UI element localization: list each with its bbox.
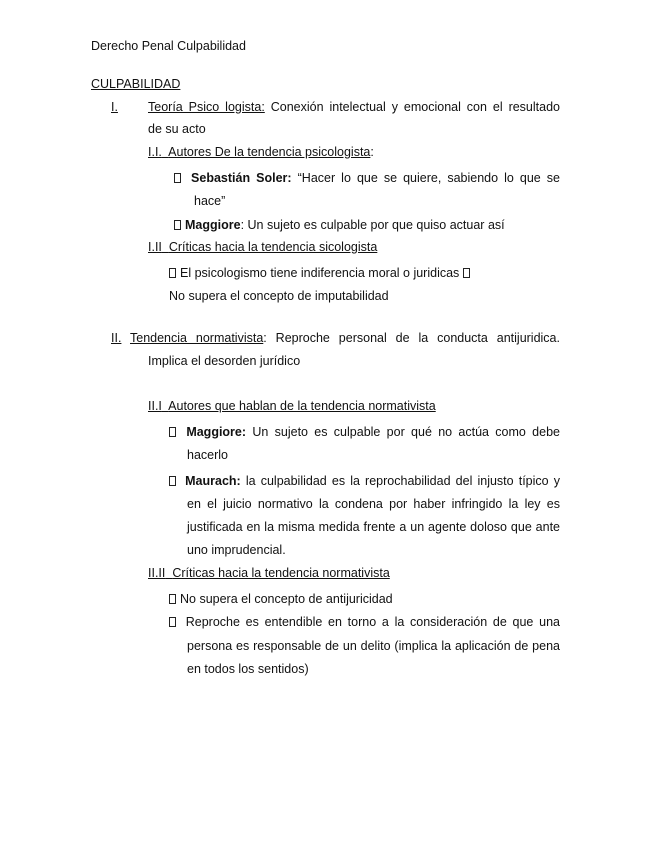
subsection-2-1-heading — [148, 398, 436, 414]
s2-author-maurach — [169, 473, 560, 489]
bullet-box-icon — [169, 427, 176, 437]
s2-critique-2-text2: persona es responsable de un delito (implica la aplicación de pena — [187, 639, 560, 653]
s2-critique-2-text3: en todos los sentidos) — [187, 662, 309, 676]
section-2-numeral: II. — [111, 331, 122, 345]
bullet-box-icon — [174, 173, 181, 183]
section-1-desc2: de su acto — [148, 122, 206, 136]
subsection-2-1-title: Autores que hablan de la tendencia normativista — [168, 399, 436, 413]
s1-author-maggiore — [174, 217, 505, 233]
section-1-line1 — [148, 99, 560, 115]
subsection-2-1-number: II.I — [148, 399, 162, 413]
s1-soler-name: Sebastián Soler: — [191, 171, 292, 185]
subsection-1-1-suffix: : — [370, 145, 374, 159]
subsection-1-1-number: I.I. — [148, 145, 162, 159]
subsection-2-2-number: II.II — [148, 566, 166, 580]
bullet-box-icon — [169, 617, 176, 627]
bullet-box-icon — [169, 476, 176, 486]
bullet-box-icon — [174, 220, 181, 230]
s1-soler-text2: hace” — [194, 194, 226, 208]
s1-maggiore-name: Maggiore — [185, 218, 241, 232]
s2-critique-1 — [169, 591, 393, 607]
s1-author-soler — [174, 170, 560, 186]
s2-maurach-name: Maurach: — [185, 474, 241, 488]
section-title: CULPABILIDAD — [91, 77, 181, 91]
section-1-desc1: Conexión intelectual y emocional con el resultado — [270, 100, 560, 114]
s2-maggiore-text2: hacerlo — [187, 448, 228, 462]
s2-maggiore-name: Maggiore: — [186, 425, 247, 439]
s2-critique-2 — [169, 614, 560, 630]
bullet-box-icon — [463, 268, 470, 278]
subsection-1-1-title: Autores De la tendencia psicologista — [168, 145, 371, 159]
s2-critique-2-text1: Reproche es entendible en torno a la consideración de que una — [185, 615, 560, 629]
section-2-desc2: Implica el desorden jurídico — [148, 354, 301, 368]
s1-critique-2: No supera el concepto de imputabilidad — [169, 289, 389, 303]
s1-maggiore-text: : Un sujeto es culpable por que quiso actuar así — [240, 218, 505, 232]
subsection-1-2-number: I.II — [148, 240, 162, 254]
subsection-1-2-title: Críticas hacia la tendencia sicologista — [168, 240, 378, 254]
section-1-heading: Teoría Psico logista: — [148, 100, 265, 114]
section-2-heading: Tendencia normativista — [130, 331, 264, 345]
s2-maurach-text1: la culpabilidad es la reprochabilidad del injusto típico y — [245, 474, 560, 488]
bullet-box-icon — [169, 594, 176, 604]
s2-author-maggiore — [169, 424, 560, 440]
s2-critique-1-text: No supera el concepto de antijuricidad — [180, 592, 393, 606]
s1-critique-1-text: El psicologismo tiene indiferencia moral o juridicas — [180, 266, 460, 280]
section-2-desc1: : Reproche personal de la conducta antijuridica. — [263, 331, 560, 345]
subsection-2-2-heading — [148, 565, 390, 581]
document-header: Derecho Penal Culpabilidad — [91, 39, 246, 53]
s2-maggiore-text1: Un sujeto es culpable por qué no actúa como debe — [252, 425, 560, 439]
bullet-box-icon — [169, 268, 176, 278]
subsection-2-2-title: Críticas hacia la tendencia normativista — [172, 566, 390, 580]
subsection-1-2-heading — [148, 239, 377, 255]
s2-maurach-text2: en el juicio normativo la condena por haber infringido la ley es — [187, 497, 560, 511]
section-2-line1 — [130, 330, 560, 346]
s1-critique-1 — [169, 265, 474, 281]
s1-soler-text1: “Hacer lo que se quiere, sabiendo lo que se — [297, 171, 560, 185]
s2-maurach-text3: justificada en la misma medida frente a un agente doloso que ante — [187, 520, 560, 534]
subsection-1-1-heading — [148, 144, 374, 160]
section-1-numeral: I. — [111, 100, 118, 114]
s2-maurach-text4: uno imprudencial. — [187, 543, 286, 557]
